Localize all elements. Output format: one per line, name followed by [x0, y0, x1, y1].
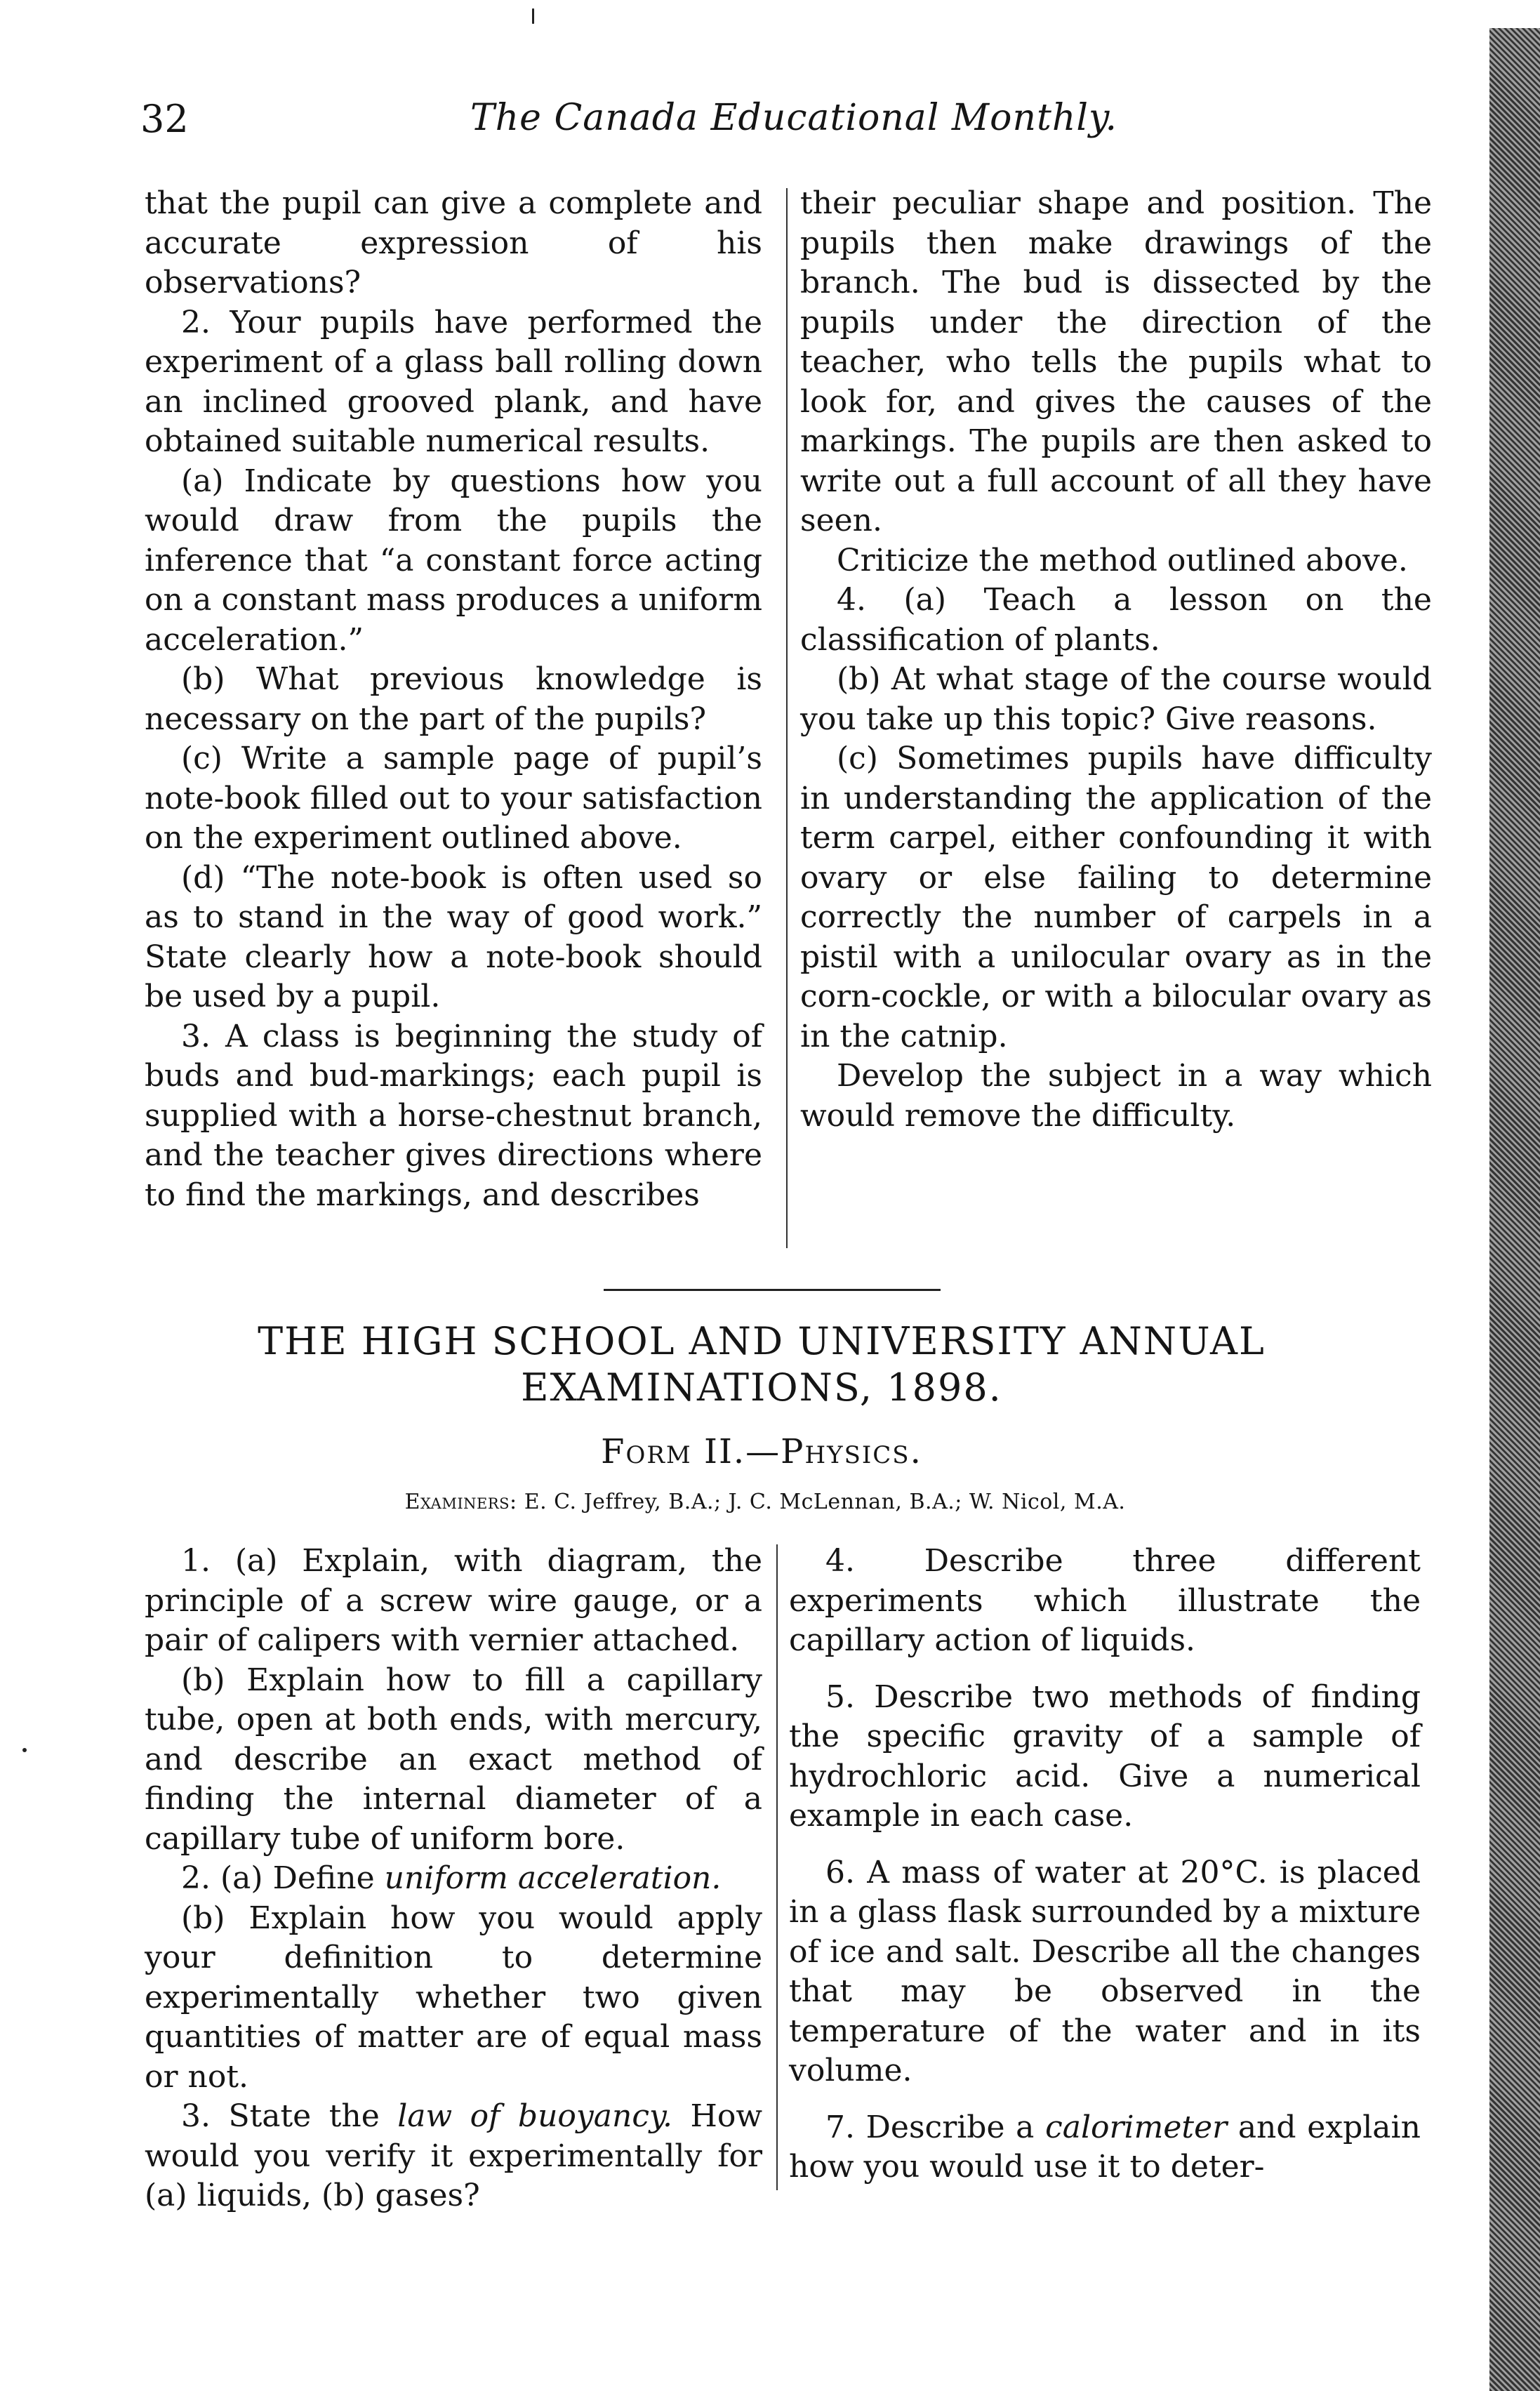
question-3: 3. A class is beginning the study of buds and bud-markings; each pupil is supplied with a horse-chestnut branch, and the teacher gives directions where to find the markings, and describes	[145, 1018, 762, 1213]
lower-left-column	[145, 1542, 762, 2216]
section-heading	[211, 1318, 1313, 1411]
item-text: Sometimes pupils have difficulty in understanding the application of the term carpel, either confounding it with ovary or else failing to determine correctly the number of carpels in a pistil with a unilocular ovary as in the corn-cockle, or with a bilocular ovary as in the catnip.	[800, 741, 1432, 1054]
item-text: and explain how you would use it to deter-	[789, 2109, 1421, 2185]
paragraph: their peculiar shape and position. The pupils then make drawings of the branch. The bud is dissected by the pupils under the direction of the teacher, who tells the pupils what to look for, and gives the causes of the markings. The pupils are then asked to write out a full account of all they have seen.	[800, 185, 1432, 538]
question-2: 2. Your pupils have performed the experiment of a glass ball rolling down an inclined grooved plank, and have obtained suitable numerical results.	[145, 304, 762, 459]
paragraph: Criticize the method outlined above.	[837, 542, 1408, 578]
item-label: (c)	[181, 741, 223, 776]
scan-speck	[532, 8, 534, 24]
scan-edge-top	[1489, 0, 1540, 28]
item-text: “The note-book is often used so as to stand in the way of good work.” State clearly how a note-book should be used by a pupil.	[145, 859, 762, 1014]
column-divider	[776, 1544, 778, 2190]
question-4b	[800, 660, 1432, 739]
item-text: Teach a lesson on the classification of plants.	[800, 582, 1432, 658]
paragraph: that the pupil can give a complete and accurate expression of his observations?	[145, 185, 762, 300]
item-text: Explain, with diagram, the principle of a screw wire gauge, or a pair of calipers with vernier attached.	[145, 1543, 762, 1658]
item-label: (d)	[181, 859, 225, 896]
item-label: (b)	[181, 1900, 225, 1936]
item-number: 1.	[181, 1543, 211, 1579]
item-text: Indicate by questions how you would draw from the pupils the inference that “a constant force acting on a constant mass produces a uniform acceleration.”	[145, 463, 762, 658]
item-number: 4.	[837, 582, 866, 618]
item-text: 3. State the	[181, 2098, 380, 2134]
question-2b	[145, 1899, 762, 2098]
item-label: (c)	[837, 741, 878, 776]
examiners-names: E. C. Jeffrey, B.A.; J. C. McLennan, B.A.; W. Nicol, M.A.	[524, 1490, 1126, 1514]
item-number: 2.	[181, 1860, 211, 1896]
examiners-line	[295, 1490, 1235, 1514]
item-label: (a)	[145, 2178, 187, 2213]
item-text: Write a sample page of pupil’s note-book filled out to your satisfaction on the experiment outlined above.	[145, 741, 762, 856]
question-4: 4. Describe three different experiments which illustrate the capillary action of liquids.	[789, 1543, 1421, 1658]
running-title: The Canada Educational Monthly.	[470, 97, 1117, 139]
item-text: How would you verify it experimentally for	[145, 2098, 762, 2174]
italic-term: uniform acceleration.	[384, 1860, 722, 1896]
question-2a	[145, 462, 762, 661]
item-text: Define	[272, 1860, 375, 1896]
item-label: (a)	[220, 1860, 263, 1896]
item-label: (b)	[837, 661, 881, 697]
item-text: What previous knowledge is necessary on the part of the pupils?	[145, 661, 762, 737]
item-text: 7. Describe a	[825, 2109, 1035, 2145]
question-5: 5. Describe two methods of finding the specific gravity of a sample of hydrochloric acid. Give a numerical example in each case.	[789, 1678, 1421, 1834]
italic-term: law of buoyancy.	[397, 2098, 672, 2134]
question-7	[789, 2108, 1421, 2187]
item-text: Explain how you would apply your definition to determine experimentally whether two given quantities of matter are of equal mass or not.	[145, 1900, 762, 2095]
scan-speck	[22, 1748, 27, 1752]
item-label: (b)	[321, 2178, 366, 2213]
heading-line: THE HIGH SCHOOL AND UNIVERSITY ANNUAL	[258, 1319, 1266, 1363]
paragraph: Develop the subject in a way which would remove the difficulty.	[800, 1058, 1432, 1134]
column-divider	[786, 188, 788, 1248]
upper-left-column	[145, 184, 762, 1215]
question-2b	[145, 660, 762, 739]
item-label: (a)	[234, 1543, 278, 1579]
scan-edge-strip	[1489, 0, 1540, 2391]
examiners-label: Examiners:	[404, 1490, 517, 1514]
item-text: Explain how to fill a capillary tube, open at both ends, with mercury, and describe an exact method of finding the internal diameter of a capillary tube of uniform bore.	[145, 1662, 762, 1857]
question-2d	[145, 859, 762, 1017]
section-rule	[604, 1289, 941, 1291]
item-text: At what stage of the course would you take up this topic? Give reasons.	[800, 661, 1432, 737]
question-3	[145, 2097, 762, 2216]
question-2c	[145, 739, 762, 859]
question-1b	[145, 1661, 762, 1860]
item-text: liquids,	[197, 2178, 312, 2213]
heading-line: EXAMINATIONS, 1898.	[521, 1365, 1002, 1410]
page-number: 32	[140, 97, 189, 141]
question-1a	[145, 1542, 762, 1661]
question-2a	[145, 1859, 762, 1899]
item-text: gases?	[375, 2178, 480, 2213]
question-4a	[800, 581, 1432, 660]
item-label: (b)	[181, 661, 225, 697]
item-label: (a)	[903, 582, 947, 618]
lower-right-column	[789, 1542, 1421, 2187]
question-4c	[800, 739, 1432, 1057]
italic-term: calorimeter	[1045, 2109, 1228, 2145]
item-label: (a)	[181, 463, 224, 499]
page-header	[133, 91, 1285, 147]
item-label: (b)	[181, 1662, 225, 1698]
question-6: 6. A mass of water at 20°C. is placed in a glass flask surrounded by a mixture of ice and salt. Describe all the changes that may be observed in the temperature of the water and in its volume.	[789, 1854, 1421, 2088]
form-heading: Form II.—Physics.	[601, 1432, 922, 1471]
upper-right-column	[800, 184, 1432, 1136]
